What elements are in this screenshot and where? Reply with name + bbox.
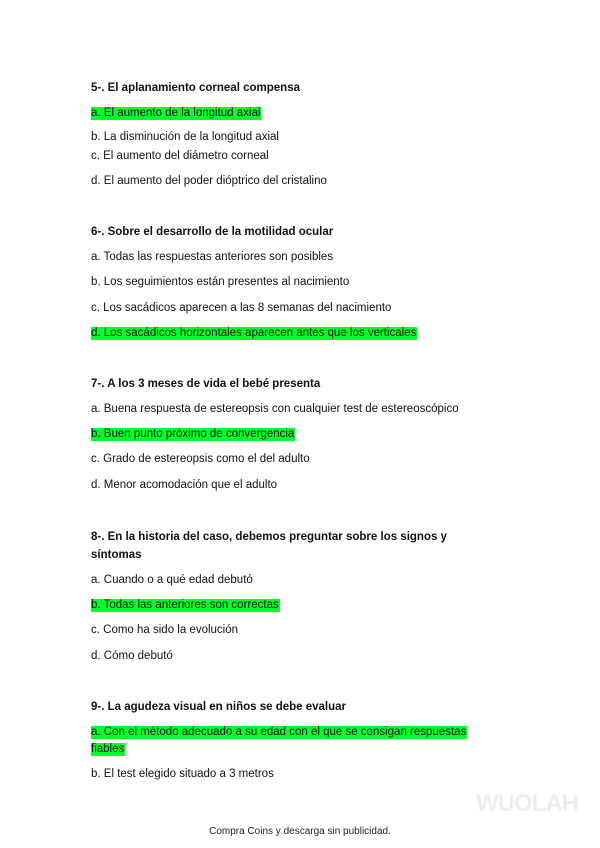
option-text: b. Todas las anteriores son correctas	[91, 599, 279, 611]
footer-note: Compra Coins y descarga sin publicidad.	[209, 826, 391, 837]
question-5-title: 5-. El aplanamiento corneal compensa	[91, 82, 300, 94]
question-8-option-d: d. Cómo debutó	[91, 650, 173, 662]
option-text: a. El aumento de la longitud axial	[91, 107, 261, 119]
question-7-option-a: a. Buena respuesta de estereopsis con cualquier test de estereoscópico	[91, 403, 459, 415]
question-5-option-a	[91, 105, 261, 122]
question-7-option-c: c. Grado de estereopsis como el del adulto	[91, 453, 310, 465]
question-8-option-a: a. Cuando o a qué edad debutó	[91, 574, 253, 586]
question-5-option-d: d. El aumento del poder dióptrico del cristalino	[91, 175, 327, 187]
question-6-option-b: b. Los seguimientos están presentes al nacimiento	[91, 276, 350, 288]
question-8-option-b	[91, 597, 280, 614]
question-9-option-a	[91, 724, 491, 758]
question-9-title: 9-. La agudeza visual en niños se debe evaluar	[91, 701, 347, 713]
question-7-option-d: d. Menor acomodación que el adulto	[91, 479, 278, 491]
option-text: b. Buen punto próximo de convergencia	[91, 428, 295, 440]
question-6-option-d	[91, 325, 417, 342]
question-8-title: 8-. En la historia del caso, debemos preguntar sobre los signos y síntomas	[91, 531, 447, 561]
wuolah-watermark-logo: WUOLAH	[476, 790, 578, 817]
question-5-option-c: c. El aumento del diámetro corneal	[91, 150, 269, 162]
question-7-title: 7-. A los 3 meses de vida el bebé presenta	[91, 378, 321, 390]
question-9-option-b: b. El test elegido situado a 3 metros	[91, 768, 274, 780]
question-6-option-a: a. Todas las respuestas anteriores son posibles	[91, 251, 334, 263]
option-text: a. Con el método adecuado a su edad con el que se consigan respuestas fiables	[91, 726, 467, 755]
question-8-option-c: c. Como ha sido la evolución	[91, 624, 239, 636]
question-6-title: 6-. Sobre el desarrollo de la motilidad ocular	[91, 226, 334, 238]
question-6-option-c: c. Los sacádicos aparecen a las 8 semanas del nacimiento	[91, 302, 392, 314]
option-text: d. Los sacádicos horizontales aparecen antes que los verticales	[91, 327, 417, 339]
question-7-option-b	[91, 426, 295, 443]
question-5-option-b: b. La disminución de la longitud axial	[91, 131, 279, 143]
